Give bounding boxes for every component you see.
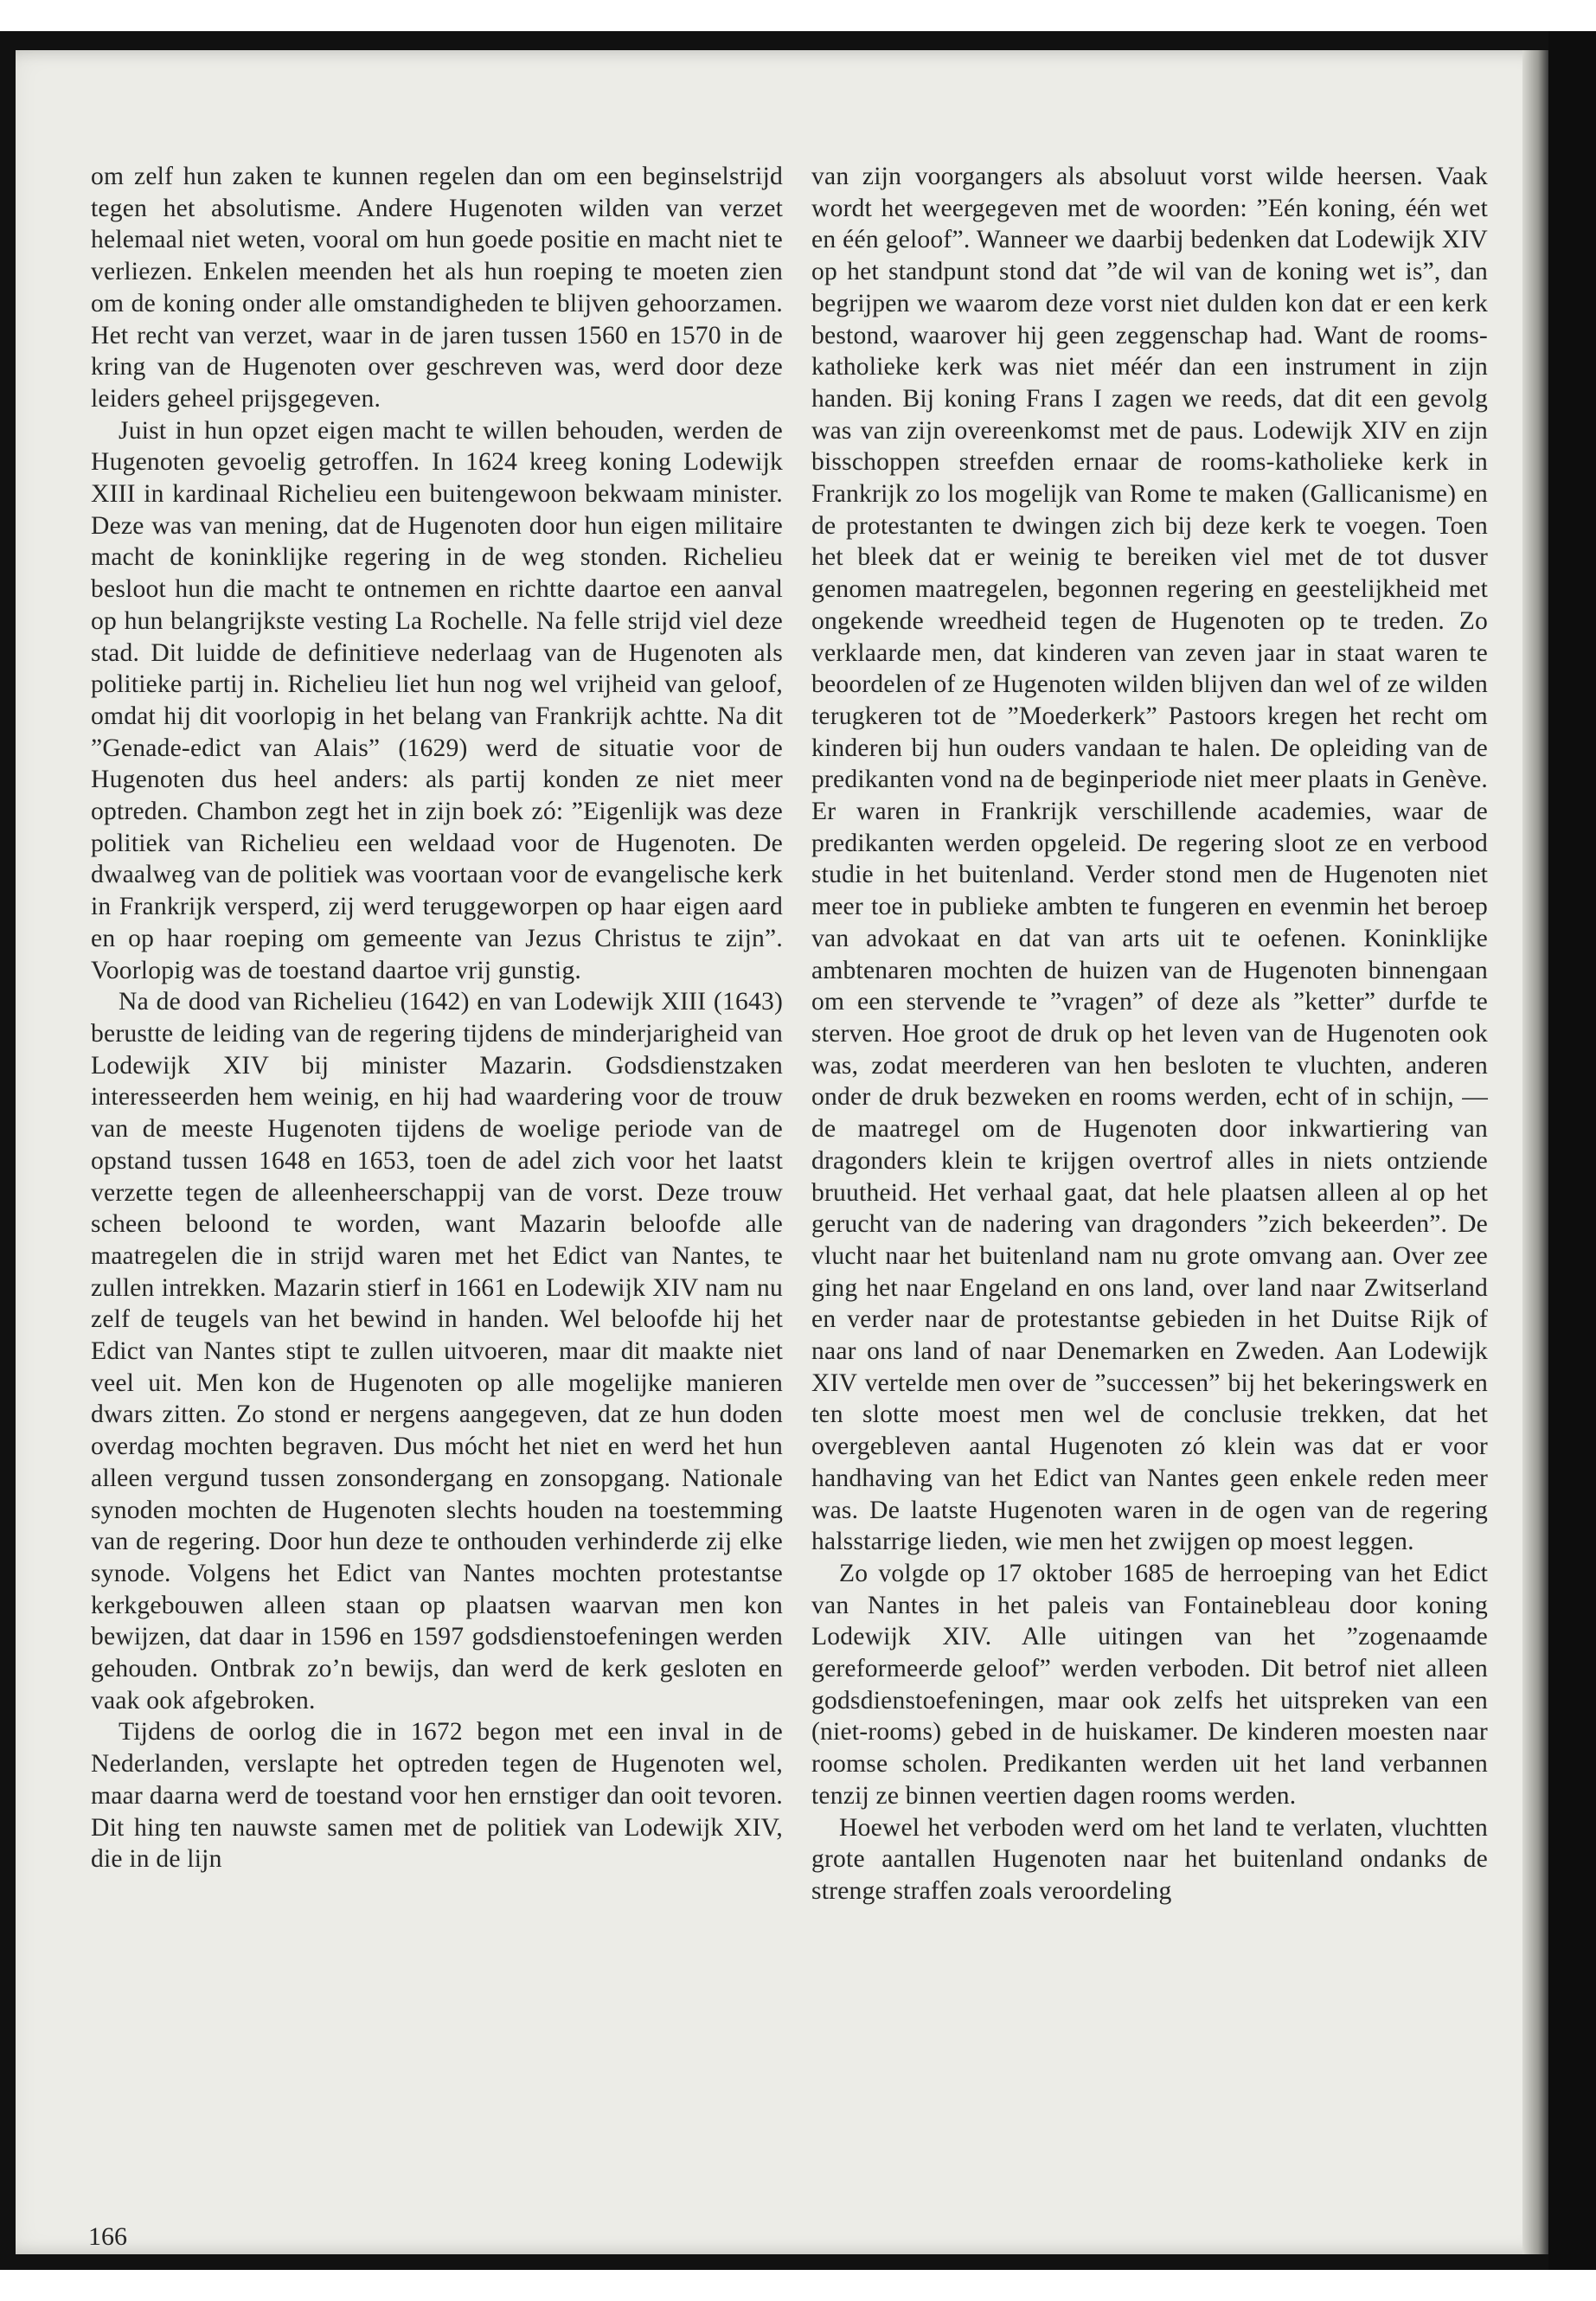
paragraph: Zo volgde op 17 oktober 1685 de herroeping van het Edict van Nantes in het paleis van Fontainebleau door koning Lodewijk XIV. Alle uitingen van het ”zogenaamde gereformeerde geloof” werden verboden. Dit betrof niet alleen godsdienstoefeningen, maar ook zelfs het uitspreken van een (niet-rooms) gebed in de huiskamer. De kinderen moesten naar roomse scholen. Predikanten werden uit het land verbannen tenzij ze binnen veertien dagen rooms werden. — [811, 1559, 1488, 1810]
paragraph: Juist in hun opzet eigen macht te willen behouden, werden de Hugenoten gevoelig getroffen. In 1624 kreeg koning Lodewijk XIII in kardinaal Richelieu een buitengewoon bekwaam minister. Deze was van mening, dat de Hugenoten door hun eigen militaire macht de koninklijke regering in de weg stonden. Richelieu besloot hun die macht te ontnemen en richtte daartoe een aanval op hun belangrijkste vesting La Rochelle. Na felle strijd viel deze stad. Dit luidde de definitieve nederlaag van de Hugenoten als politieke partij in. Richelieu liet hun nog wel vrijheid van geloof, omdat hij dit voorlopig in het belang van Frankrijk achtte. Na dit ”Genade-edict van Alais” (1629) werd de situatie voor de Hugenoten dus heel anders: als partij konden ze niet meer optreden. Chambon zegt het in zijn boek zó: ”Eigenlijk was deze politiek van Richelieu een weldaad voor de Hugenoten. De dwaalweg van de politiek was voortaan voor de evangelische kerk in Frankrijk versperd, zij werd teruggeworpen op haar eigen aard en op haar roeping om gemeente van Jezus Christus te zijn”. Voorlopig was de toestand daartoe vrij gunstig. — [91, 416, 783, 984]
paragraph: om zelf hun zaken te kunnen regelen dan om een beginselstrijd tegen het absolutisme. Andere Hugenoten wilden van verzet helemaal niet weten, vooral om hun goede positie en macht niet te verliezen. Enkelen meenden het als hun roeping te moeten zien om de koning onder alle omstandigheden te blijven gehoorzamen. Het recht van verzet, waar in de jaren tussen 1560 en 1570 in de kring van de Hugenoten over geschreven was, werd door deze leiders geheel prijsgegeven. — [91, 163, 783, 413]
paragraph: Na de dood van Richelieu (1642) en van Lodewijk XIII (1643) berustte de leiding van de regering tijdens de minderjarigheid van Lodewijk XIV bij minister Mazarin. Godsdienstzaken interesseerden hem weinig, en hij had waardering voor de trouw van de meeste Hugenoten tijdens de woelige periode van de opstand tussen 1648 en 1653, toen de adel zich voor het laatst verzette tegen de alleenheerschappij van de vorst. Deze trouw scheen beloond te worden, want Mazarin beloofde alle maatregelen die in strijd waren met het Edict van Nantes, te zullen intrekken. Mazarin stierf in 1661 en Lodewijk XIV nam nu zelf de teugels van het bewind in handen. Wel beloofde hij het Edict van Nantes stipt te zullen uitvoeren, maar dit maakte niet veel uit. Men kon de Hugenoten op alle mogelijke manieren dwars zitten. Zo stond er nergens aangegeven, dat ze hun doden overdag mochten begraven. Dus mócht het niet en werd het hun alleen vergund tussen zonsondergang en zonsopgang. Nationale synoden mochten de Hugenoten slechts houden na toestemming van de regering. Door hun deze te onthouden verhinderde zij elke synode. Volgens het Edict van Nantes mochten protestantse kerkgebouwen alleen staan op plaatsen waarvan men kon bewijzen, dat daar in 1596 en 1597 godsdienstoefeningen werden gehouden. Ontbrak zo’n bewijs, dan werd de kerk gesloten en vaak ook afgebroken. — [91, 988, 783, 1715]
paragraph: Hoewel het verboden werd om het land te verlaten, vluchtten grote aantallen Hugenoten naar het buitenland ondanks de strenge straffen zoals veroordeling — [811, 1813, 1488, 1905]
paragraph: Tijdens de oorlog die in 1672 begon met een inval in de Nederlanden, verslapte het optreden tegen de Hugenoten wel, maar daarna werd de toestand voor hen ernstiger dan ooit tevoren. Dit hing ten nauwste samen met de politiek van Lodewijk XIV, die in de lijn — [91, 1718, 783, 1874]
right-text-column — [811, 161, 1488, 1907]
book-spine-edge — [1548, 31, 1596, 2270]
page-curl-shadow — [1522, 50, 1548, 2254]
scan-border-bottom — [0, 2254, 1596, 2270]
paragraph: van zijn voorgangers als absoluut vorst wilde heersen. Vaak wordt het weergegeven met de woorden: ”Eén koning, één wet en één geloof”. Wanneer we daarbij bedenken dat Lodewijk XIV op het standpunt stond dat ”de wil van de koning wet is”, dan begrijpen we waarom deze vorst niet dulden kon dat er een kerk bestond, waarover hij geen zeggenschap had. Want de rooms-katholieke kerk was niet méér dan een instrument in zijn handen. Bij koning Frans I zagen we reeds, dat dit een gevolg was van zijn overeenkomst met de paus. Lodewijk XIV en zijn bisschoppen streefden ernaar de rooms-katholieke kerk in Frankrijk zo los mogelijk van Rome te maken (Gallicanisme) en de protestanten te dwingen zich bij deze kerk te voegen. Toen het bleek dat er weinig te bereiken viel met de tot dusver genomen maatregelen, begonnen regering en geestelijkheid met ongekende wreedheid tegen de Hugenoten op te treden. Zo verklaarde men, dat kinderen van zeven jaar in staat waren te beoordelen of ze Hugenoten wilden blijven dan wel of ze wilden terugkeren tot de ”Moederkerk” Pastoors kregen het recht om kinderen bij hun ouders vandaan te halen. De opleiding van de predikanten vond na de beginperiode niet meer plaats in Genève. Er waren in Frankrijk verschillende academies, waar de predikanten werden opgeleid. De regering sloot ze en verbood studie in het buitenland. Verder stond men de Hugenoten niet meer toe in publieke ambten te fungeren en evenmin het beroep van advokaat en dat van arts uit te oefenen. Koninklijke ambtenaren mochten de huizen van de Hugenoten binnengaan om een stervende te ”vragen” of deze als ”ketter” durfde te sterven. Hoe groot de druk op het leven van de Hugenoten ook was, zodat meerderen van hen besloten te vluchten, anderen onder de druk bezweken en rooms werden, echt of in schijn, — de maatregel om de Hugenoten door inkwartiering van dragonders klein te krijgen overtrof alles in niets ontziende bruutheid. Het verhaal gaat, dat hele plaatsen alleen al op het gerucht van de nadering van dragonders ”zich bekeerden”. De vlucht naar het buitenland nam nu grote omvang aan. Over zee ging het naar Engeland en ons land, over land naar Zwitserland en verder naar de protestantse gebieden in het Duitse Rijk of naar ons land of naar Denemarken en Zweden. Aan Lodewijk XIV vertelde men over de ”successen” bij het bekeringswerk en ten slotte moest men wel de conclusie trekken, dat het overgebleven aantal Hugenoten zó klein was dat er voor handhaving van het Edict van Nantes geen enkele reden meer was. De laatste Hugenoten waren in de ogen van de regering halsstarrige lieden, wie men het zwijgen op moest leggen. — [811, 163, 1488, 1556]
left-text-column — [91, 161, 783, 1875]
scan-border-top — [0, 31, 1596, 50]
scan-border-left — [0, 31, 16, 2270]
page-number: 166 — [88, 2222, 127, 2251]
